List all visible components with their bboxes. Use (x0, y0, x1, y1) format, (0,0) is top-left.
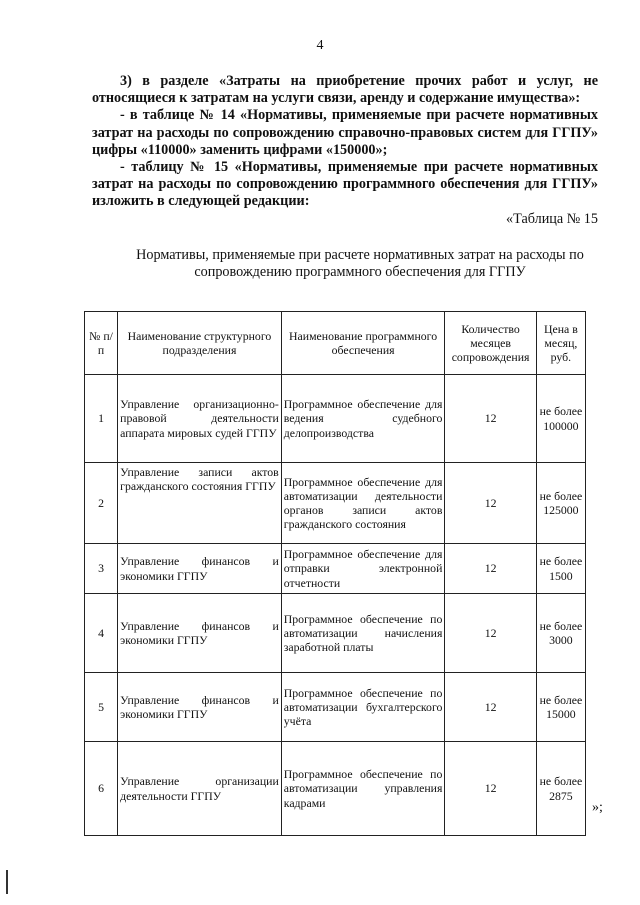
body-text (92, 73, 598, 228)
table-caption: Нормативы, применяемые при расчете нормативных затрат на расходы по сопровождению программного обеспечения для ГГПУ (136, 247, 584, 281)
cell-months: 12 (445, 375, 536, 463)
cell-dept: Управление финансов и экономики ГГПУ (118, 544, 282, 594)
cell-price: не более 125000 (536, 463, 585, 544)
cell-no: 3 (85, 544, 118, 594)
margin-mark (6, 870, 8, 894)
table-row (85, 594, 586, 673)
cell-software: Программное обеспечение для отправки электронной отчетности (281, 544, 445, 594)
cell-price: не более 100000 (536, 375, 585, 463)
cell-software: Программное обеспечение по автоматизации управления кадрами (281, 742, 445, 836)
header-price: Цена в месяц, руб. (536, 312, 585, 375)
paragraph-table-14: - в таблице № 14 «Нормативы, применяемые при расчете нормативных затрат на расходы по сопровождению справочно-правовых систем для ГГПУ» цифры «110000» заменить цифрами «150000»; (92, 107, 598, 158)
paragraph-table-15: - таблицу № 15 «Нормативы, применяемые при расчете нормативных затрат на расходы по сопровождению программного обеспечения для ГГПУ» изложить в следующей редакции: (92, 159, 598, 210)
table-row (85, 544, 586, 594)
header-dept: Наименование структурного подразделения (118, 312, 282, 375)
cell-price: не более 15000 (536, 673, 585, 742)
cell-no: 6 (85, 742, 118, 836)
cell-dept: Управление организационно-правовой деятельности аппарата мировых судей ГГПУ (118, 375, 282, 463)
norms-table (84, 311, 586, 836)
cell-price: не более 3000 (536, 594, 585, 673)
cell-months: 12 (445, 463, 536, 544)
cell-no: 1 (85, 375, 118, 463)
table-header-row (85, 312, 586, 375)
cell-software: Программное обеспечение по автоматизации бухгалтерского учёта (281, 673, 445, 742)
header-no: № п/п (85, 312, 118, 375)
cell-dept: Управление финансов и экономики ГГПУ (118, 594, 282, 673)
paragraph-section: 3) в разделе «Затраты на приобретение прочих работ и услуг, не относящиеся к затратам на услуги связи, аренду и содержание имущества»: (92, 73, 598, 107)
table-label: «Таблица № 15 (506, 210, 598, 227)
header-software: Наименование программного обеспечения (281, 312, 445, 375)
cell-software: Программное обеспечение по автоматизации начисления заработной платы (281, 594, 445, 673)
cell-price: не более 1500 (536, 544, 585, 594)
table-row (85, 375, 586, 463)
closing-quote: »; (592, 800, 603, 815)
cell-months: 12 (445, 742, 536, 836)
header-months: Количество месяцев сопровождения (445, 312, 536, 375)
cell-months: 12 (445, 544, 536, 594)
cell-no: 5 (85, 673, 118, 742)
table-row (85, 463, 586, 544)
cell-no: 2 (85, 463, 118, 544)
cell-dept: Управление финансов и экономики ГГПУ (118, 673, 282, 742)
cell-dept: Управление записи актов гражданского состояния ГГПУ (118, 463, 282, 544)
cell-dept: Управление организации деятельности ГГПУ (118, 742, 282, 836)
cell-months: 12 (445, 594, 536, 673)
table-row (85, 742, 586, 836)
cell-months: 12 (445, 673, 536, 742)
cell-no: 4 (85, 594, 118, 673)
page-number: 4 (316, 38, 324, 53)
table-row (85, 673, 586, 742)
cell-price: не более 2875 (536, 742, 585, 836)
cell-software: Программное обеспечение для автоматизации деятельности органов записи актов гражданского состояния (281, 463, 445, 544)
cell-software: Программное обеспечение для ведения судебного делопроизводства (281, 375, 445, 463)
